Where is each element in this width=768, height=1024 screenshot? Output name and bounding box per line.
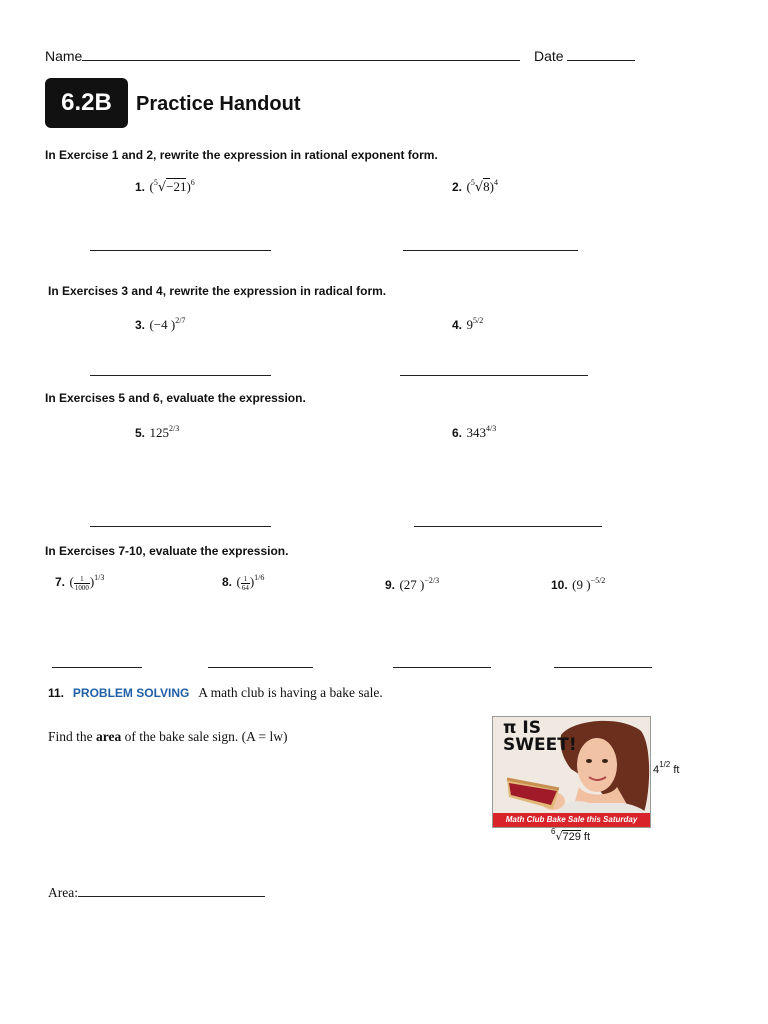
exercise-2: 2. $(^5√8)^4$ [452,178,498,195]
name-blank[interactable] [82,47,520,61]
name-field[interactable] [45,47,520,64]
section-3-instructions: In Exercises 5 and 6, evaluate the expression. [45,391,306,405]
sign-headline-line-1: π IS [503,718,541,738]
exercise-7: 7. ( $\frac{1}{1000}$ )$^{1/3}$ [55,573,105,592]
sign-headline-line-2: SWEET! [503,735,577,755]
answer-line-3[interactable] [90,375,271,376]
exercise-6 [452,424,496,442]
exercise-1: 1. $(^5√-21)^6$ [135,178,195,195]
answer-line-6[interactable] [414,526,602,527]
area-field[interactable] [48,883,265,901]
question-text-post: of the bake sale sign. (A = lw) [121,729,288,744]
sign-height-label [653,760,680,776]
exercise-8: 8. ( $\frac{1}{64}$ )$^{1/6}$ [222,573,265,592]
problem-solving-label: PROBLEM SOLVING [72,686,190,700]
exercise-5-base: 125 [149,425,169,440]
exercise-4 [452,316,483,334]
exercise-7-numerator: 1 [74,575,90,584]
answer-line-10[interactable] [554,667,652,668]
exercise-3-base: (−4 ) [149,317,176,332]
exercise-1-number: 1. [135,180,146,194]
exercise-4-exponent: 5/2 [472,316,484,325]
exercise-6-base: 343 [466,425,486,440]
exercise-5 [135,424,179,442]
exercise-6-exponent: 4/3 [485,424,497,433]
exercise-2-index: 5 [470,178,475,187]
exercise-1-power: 6 [190,178,195,187]
question-text-bold: area [96,729,122,744]
problem-11-intro [48,684,383,702]
exercise-1-index: 5 [153,178,158,187]
exercise-6-number: 6. [452,426,463,440]
exercise-8-numerator: 1 [241,575,250,584]
exercise-2-number: 2. [452,180,463,194]
exercise-10-exponent: −5/2 [590,576,606,585]
date-label: Date [534,48,564,64]
exercise-2-power: 4 [493,178,498,187]
section-4-instructions: In Exercises 7-10, evaluate the expression. [45,544,289,558]
exercise-7-number: 7. [55,575,66,589]
problem-11-intro-text: A math club is having a bake sale. [198,685,383,700]
bake-sale-sign [492,716,651,828]
exercise-3 [135,316,185,334]
lesson-badge: 6.2B [45,78,128,128]
answer-line-1[interactable] [90,250,271,251]
exercise-9-base: (27 ) [399,577,425,592]
answer-line-8[interactable] [208,667,313,668]
name-label: Name [45,48,83,64]
section-2-instructions: In Exercises 3 and 4, rewrite the expression in radical form. [48,284,387,298]
section-1-instructions: In Exercise 1 and 2, rewrite the expression in rational exponent form. [45,148,438,162]
answer-line-2[interactable] [403,250,578,251]
sign-banner: Math Club Bake Sale this Saturday [493,813,650,827]
exercise-4-number: 4. [452,318,463,332]
area-label: Area: [48,885,78,900]
sign-width-label: $^6$√729 ft [551,827,591,843]
question-text-pre: Find the [48,729,97,744]
exercise-10 [551,576,605,594]
exercise-7-denominator: 1000 [74,583,89,592]
width-radicand: 729 [562,831,581,843]
answer-line-4[interactable] [400,375,588,376]
sign-headline [503,720,577,754]
problem-11-number: 11. [48,686,65,700]
exercise-3-number: 3. [135,318,146,332]
width-index: 6 [551,827,556,836]
exercise-4-base: 9 [466,317,473,332]
exercise-5-number: 5. [135,426,146,440]
exercise-9 [385,576,439,594]
height-exponent: 1/2 [659,760,671,769]
problem-11-question [48,729,287,745]
exercise-9-number: 9. [385,578,396,592]
exercise-3-exponent: 2/7 [175,316,186,325]
height-value: 4 [653,764,660,776]
answer-line-9[interactable] [393,667,491,668]
width-unit: ft [583,831,591,843]
exercise-10-number: 10. [551,578,568,592]
exercise-8-exponent: 1/6 [254,573,265,582]
exercise-10-base: (9 ) [572,577,591,592]
page-title: Practice Handout [136,93,301,115]
date-field[interactable] [534,47,635,64]
exercise-7-exponent: 1/3 [94,573,105,582]
answer-line-5[interactable] [90,526,271,527]
exercise-8-number: 8. [222,575,233,589]
exercise-1-radicand: −21 [166,179,187,194]
exercise-9-exponent: −2/3 [424,576,440,585]
answer-line-7[interactable] [52,667,142,668]
exercise-5-exponent: 2/3 [168,424,180,433]
exercise-2-radicand: 8 [483,179,490,194]
date-blank[interactable] [567,47,635,61]
exercise-8-denominator: 64 [241,583,249,592]
area-blank[interactable] [78,883,265,897]
height-unit: ft [673,764,680,776]
